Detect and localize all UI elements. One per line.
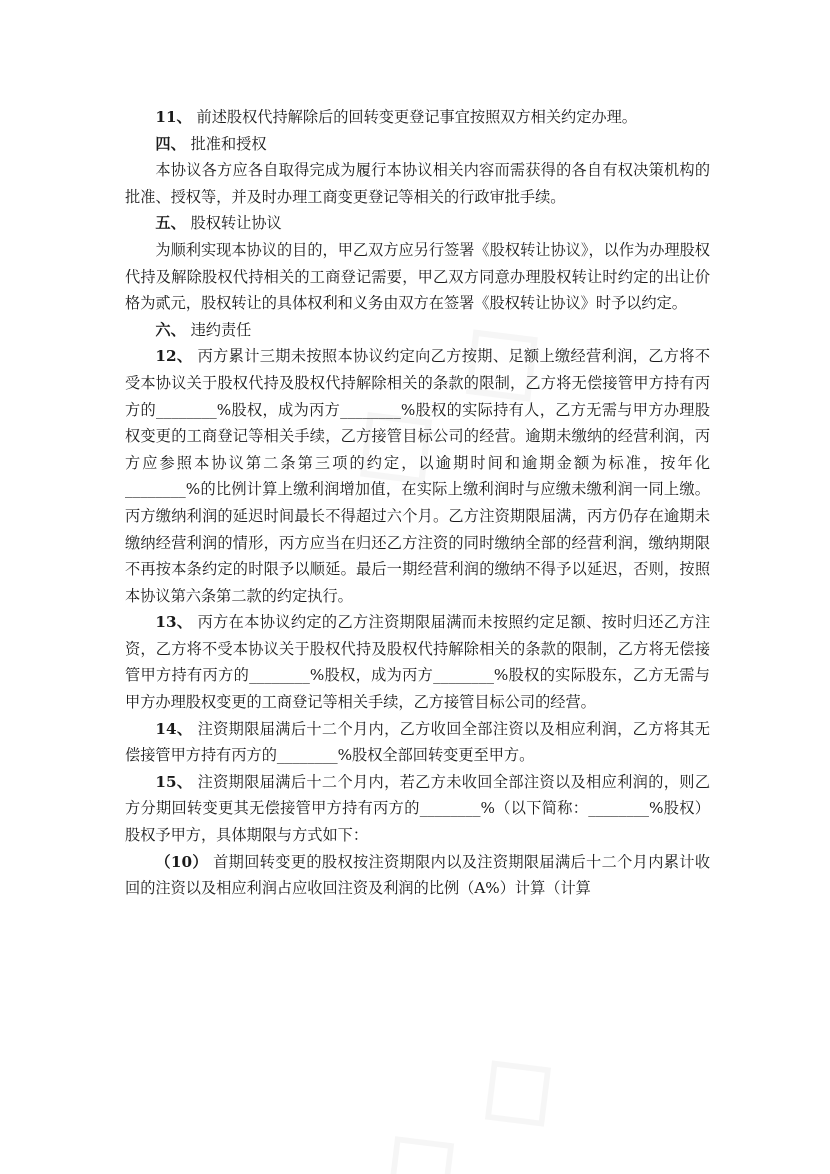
paragraph: 本协议各方应各自取得完成为履行本协议相关内容而需获得的各自有权决策机构的批准、授权等，并及时办理工商变更登记等相关的行政审批手续。: [125, 161, 710, 206]
clause-number: 11、: [155, 108, 192, 126]
section-heading-4: [125, 131, 710, 158]
clause-13: [125, 609, 710, 715]
document-body: [125, 104, 710, 902]
clause-text: 前述股权代持解除后的回转变更登记事宜按照双方相关约定办理。: [196, 108, 637, 126]
watermark: [343, 1010, 585, 1174]
section-title: 违约责任: [190, 320, 252, 339]
clause-text: 丙方在本协议约定的乙方注资期限届满而未按照约定足额、按时归还乙方注资，乙方将不受本协议关于股权代持及股权代持解除相关的条款的限制，乙方将无偿接管甲方持有丙方的________%股权，成为丙方________%股权的实际股东，乙方无需与甲方办理股权变更的工商登记等相关手续，乙方接管目标公司的经营。: [125, 613, 711, 712]
clause-number: （10）: [155, 852, 208, 871]
clause-12: [125, 343, 710, 609]
clause-text: 丙方累计三期未按照本协议约定向乙方按期、足额上缴经营利润，乙方将不受本协议关于股权代持及股权代持解除相关的条款的限制，乙方将无偿接管甲方持有丙方的________%股权，成为丙方________%股权的实际持有人，乙方无需与甲方办理股权变更的工商登记等相关手续，乙方接管目标公司的经营。逾期未缴纳的经营利润，丙方应参照本协议第二条第三项的约定，以逾期时间和逾期金额为标准，按年化________%的比例计算上缴利润增加值，在实际上缴利润时与应缴未缴利润一同上缴。丙方缴纳利润的延迟时间最长不得超过六个月。乙方注资期限届满，丙方仍存在逾期未缴纳经营利润的情形，丙方应当在归还乙方注资的同时缴纳全部的经营利润，缴纳期限不再按本条约定的时限予以顺延。最后一期经营利润的缴纳不得予以延迟，否则，按照本协议第六条第二款的约定执行。: [125, 347, 711, 605]
clause-number: 13、: [155, 613, 193, 632]
sub-clause-10: [125, 849, 710, 902]
clause-number: 14、: [155, 719, 193, 738]
clause-text: 注资期限届满后十二个月内，乙方收回全部注资以及相应利润，乙方将其无偿接管甲方持有丙方的________%股权全部回转变更至甲方。: [125, 719, 711, 765]
section-number: 四、: [155, 134, 186, 153]
clause-text: 首期回转变更的股权按注资期限内以及注资期限届满后十二个月内累计收回的注资以及相应利润占应收回注资及利润的比例（A%）计算（计算: [125, 852, 711, 898]
clause-11: [125, 104, 710, 131]
clause-15: [125, 769, 710, 849]
clause-number: 15、: [155, 772, 193, 791]
section-title: 批准和授权: [190, 134, 267, 153]
clause-text: 注资期限届满后十二个月内，若乙方未收回全部注资以及相应利润的，则乙方分期回转变更其无偿接管甲方持有丙方的________%（以下简称：________%股权）股权予甲方，具体期限与方式如下：: [125, 772, 711, 845]
section-title: 股权转让协议: [190, 214, 282, 233]
clause-number: 12、: [155, 347, 193, 366]
section-heading-6: [125, 317, 710, 344]
paragraph: 为顺利实现本协议的目的，甲乙双方应另行签署《股权转让协议》，以作为办理股权代持及解除股权代持相关的工商登记需要，甲乙双方同意办理股权转让时约定的出让价格为贰元，股权转让的具体权利和义务由双方在签署《股权转让协议》时予以约定。: [125, 240, 710, 313]
section-heading-5: [125, 210, 710, 237]
clause-14: [125, 716, 710, 769]
section-number: 五、: [155, 214, 186, 233]
section-number: 六、: [155, 320, 186, 339]
